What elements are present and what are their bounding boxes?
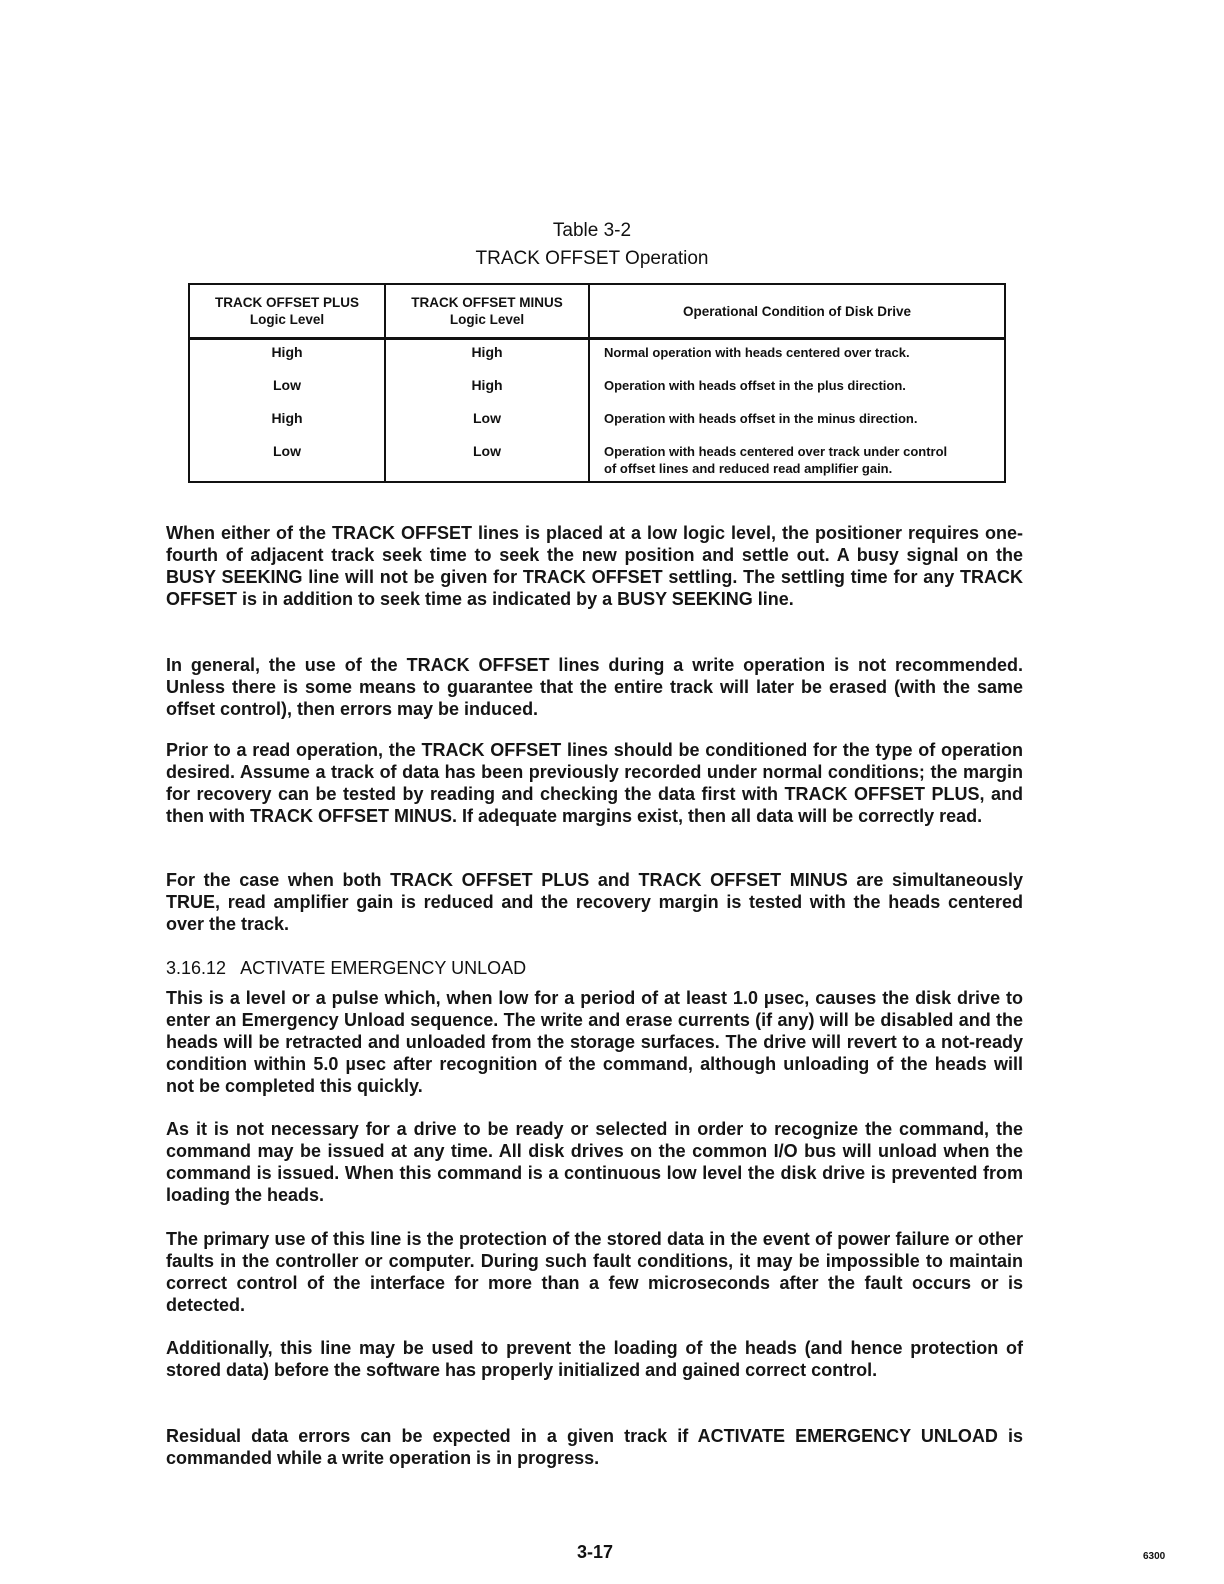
table-number: Table 3-2 bbox=[552, 220, 632, 241]
paragraph: As it is not necessary for a drive to be ready or selected in order to recognize the command, the command may be issued at any time. All disk drives on the common I/O bus will unload when the command is issued. When this command is a continuous low level the disk drive is prevented from loading the heads. bbox=[166, 1119, 1023, 1205]
table-row bbox=[189, 443, 1005, 482]
offset-minus-cell: High bbox=[385, 377, 589, 410]
track-offset-table bbox=[188, 283, 1006, 483]
paragraph: The primary use of this line is the protection of the stored data in the event of power failure or other faults in the controller or computer. During such fault conditions, it may be impossible to maintain correct control of the interface for more than a few microseconds after the fault occurs or is detected. bbox=[166, 1229, 1023, 1315]
column-header-offset-plus: TRACK OFFSET PLUS Logic Level bbox=[189, 284, 385, 339]
offset-plus-cell: Low bbox=[189, 377, 385, 410]
paragraph: Additionally, this line may be used to prevent the loading of the heads (and hence protection of stored data) before the software has properly initialized and gained correct control. bbox=[166, 1338, 1023, 1380]
page-number: 3-17 bbox=[577, 1542, 614, 1562]
paragraph: Residual data errors can be expected in a given track if ACTIVATE EMERGENCY UNLOAD is commanded while a write operation is in progress. bbox=[166, 1426, 1023, 1468]
offset-minus-cell: High bbox=[385, 339, 589, 378]
paragraph: Prior to a read operation, the TRACK OFFSET lines should be conditioned for the type of operation desired. Assume a track of data has been previously recorded under normal conditions; the margin for recovery can be tested by reading and checking the data first with TRACK OFFSET PLUS, and then with TRACK OFFSET MINUS. If adequate margins exist, then all data will be correctly read. bbox=[166, 740, 1023, 826]
table-row bbox=[189, 410, 1005, 443]
offset-plus-cell: Low bbox=[189, 443, 385, 482]
condition-cell: Operation with heads offset in the plus direction. bbox=[589, 377, 1005, 410]
paragraph: When either of the TRACK OFFSET lines is placed at a low logic level, the positioner requires one-fourth of adjacent track seek time to seek the new position and settle out. A busy signal on the BUSY SEEKING line will not be given for TRACK OFFSET settling. The settling time for any TRACK OFFSET is in addition to seek time as indicated by a BUSY SEEKING line. bbox=[166, 523, 1023, 609]
offset-minus-cell: Low bbox=[385, 443, 589, 482]
section-title: ACTIVATE EMERGENCY UNLOAD bbox=[240, 958, 527, 978]
table-title: TRACK OFFSET Operation bbox=[475, 248, 709, 269]
paragraph: For the case when both TRACK OFFSET PLUS and TRACK OFFSET MINUS are simultaneously TRUE, read amplifier gain is reduced and the recovery margin is tested with the heads centered over the track. bbox=[166, 870, 1023, 934]
table-row bbox=[189, 339, 1005, 378]
condition-cell: Operation with heads offset in the minus direction. bbox=[589, 410, 1005, 443]
offset-plus-cell: High bbox=[189, 339, 385, 378]
table-row bbox=[189, 377, 1005, 410]
offset-plus-cell: High bbox=[189, 410, 385, 443]
paragraph: This is a level or a pulse which, when low for a period of at least 1.0 µsec, causes the disk drive to enter an Emergency Unload sequence. The write and erase currents (if any) will be disabled and the heads will be retracted and unloaded from the storage surfaces. The drive will revert to a not-ready condition within 5.0 µsec after recognition of the command, although unloading of the heads will not be completed this quickly. bbox=[166, 988, 1023, 1096]
section-heading bbox=[166, 957, 540, 979]
condition-cell: Normal operation with heads centered over track. bbox=[589, 339, 1005, 378]
section-number: 3.16.12 bbox=[166, 958, 227, 978]
table-header-row bbox=[189, 284, 1005, 339]
condition-cell: Operation with heads centered over track under control of offset lines and reduced read amplifier gain. bbox=[589, 443, 1005, 482]
paragraph: In general, the use of the TRACK OFFSET lines during a write operation is not recommended. Unless there is some means to guarantee that the entire track will later be erased (with the same offset control), then errors may be induced. bbox=[166, 655, 1023, 719]
column-header-offset-minus: TRACK OFFSET MINUS Logic Level bbox=[385, 284, 589, 339]
column-header-condition: Operational Condition of Disk Drive bbox=[589, 284, 1005, 339]
document-code: 6300 bbox=[1143, 1551, 1166, 1562]
offset-minus-cell: Low bbox=[385, 410, 589, 443]
